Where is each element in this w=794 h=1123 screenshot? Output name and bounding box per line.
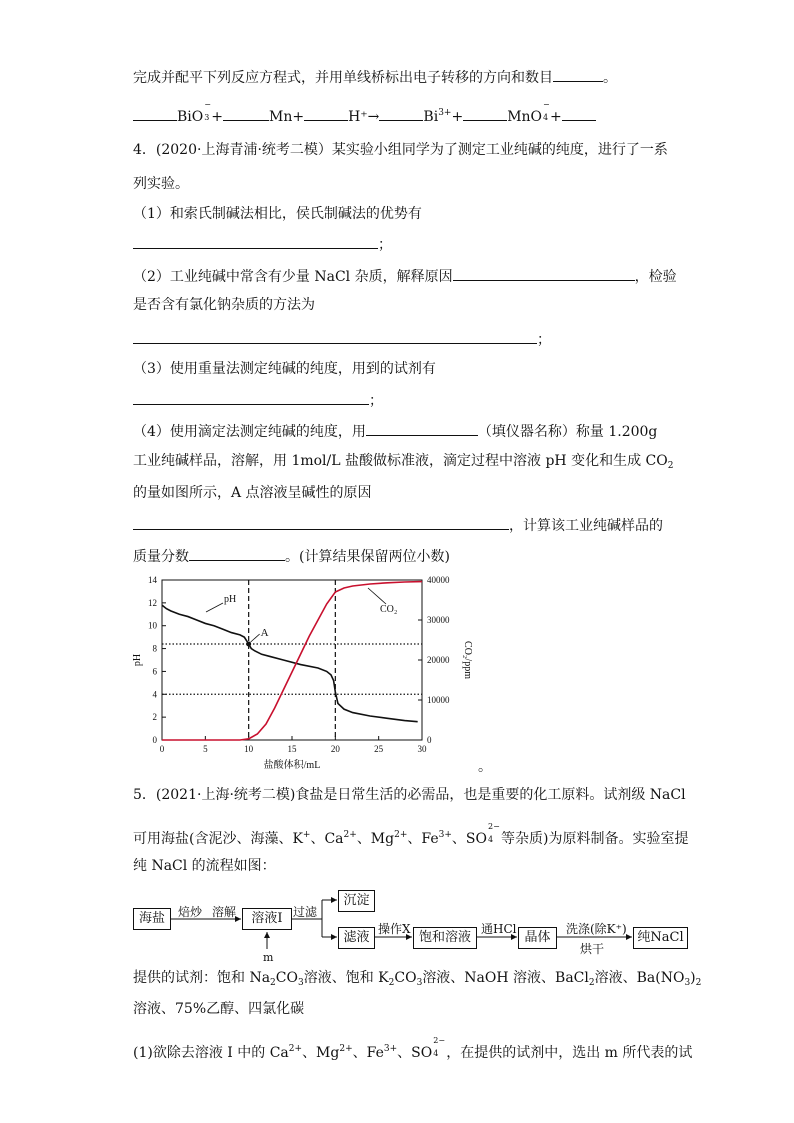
x-tick-label: 15: [287, 744, 297, 754]
x-tick-label: 25: [374, 744, 384, 754]
y-right-tick-label: 10000: [427, 695, 450, 705]
y-left-tick-label: 6: [152, 666, 157, 677]
charge: 2+: [288, 1044, 303, 1054]
y-right-axis-label: CO₂/ppm: [462, 641, 473, 679]
y-left-tick-label: 0: [152, 735, 157, 745]
co2-series-label: CO₂: [380, 604, 398, 615]
chart-period: 。: [478, 759, 492, 775]
eq-plus: +: [211, 109, 223, 125]
q5-text: CO: [394, 970, 417, 986]
q4-sub1: （1）和索氏制碱法相比，侯氏制碱法的优势有: [133, 206, 422, 222]
flow-label-filter: 过滤: [293, 905, 318, 919]
y-left-tick-label: 12: [148, 597, 157, 608]
subscript: 3: [297, 978, 304, 988]
eq-mn: Mn+: [268, 109, 305, 125]
q5-text: CO: [275, 970, 298, 986]
subscript: 2: [695, 978, 702, 988]
q4-sub4-text6: 。(计算结果保留两位小数): [285, 549, 450, 565]
q5-text: 、Mg: [356, 831, 395, 847]
flow-box-precipitate: 沉淀: [338, 890, 375, 912]
eq-bi: Bi: [423, 109, 439, 125]
charge: 3+: [383, 1044, 398, 1054]
q4-sub2-text2: ，检验: [634, 269, 677, 285]
k-charge: +: [302, 830, 311, 840]
q5-text: 、Ca: [310, 831, 344, 847]
q4-sub4-text2: （填仪器名称）称量 1.200g: [477, 424, 658, 440]
y-right-tick-label: 30000: [427, 615, 450, 625]
semicolon: ；: [378, 237, 392, 253]
eq-plus: +: [451, 109, 464, 125]
flow-box-filtrate: 滤液: [338, 927, 375, 949]
charge: 2+: [339, 1044, 353, 1054]
y-right-tick-label: 0: [427, 735, 432, 745]
point-a-label: A: [260, 627, 269, 639]
flow-label-dissolve: 溶解: [212, 905, 237, 919]
q5-text: ): [690, 970, 696, 986]
x-tick-label: 0: [159, 744, 165, 754]
flow-box-saturated: 饱和溶液: [413, 927, 477, 949]
q4-sub4-text4: ，计算该工业纯碱样品的: [509, 518, 663, 534]
y-left-tick-label: 14: [148, 575, 157, 585]
q5-text: 溶液、Ba(NO: [594, 970, 685, 986]
q5-text: 、SO: [397, 1045, 433, 1061]
flow-label-operation-x: 操作X: [378, 922, 411, 936]
y-left-axis-label: pH: [132, 653, 143, 667]
flow-label-roast: 焙炒: [178, 905, 203, 919]
ca-charge: 2+: [343, 830, 357, 840]
q4-heading: 4．(2020·上海青浦·统考二模）某实验小组同学为了测定工业纯碱的纯度，进行了一系: [133, 142, 668, 158]
flow-label-dry: 烘干: [580, 942, 605, 956]
flow-box-sea-salt: 海盐: [133, 908, 171, 930]
eq-bio: BiO: [177, 109, 204, 125]
instruction-text: 完成并配平下列反应方程式，并用单线桥标出电子转移的方向和数目: [133, 70, 553, 86]
eq-plus: +: [550, 109, 562, 125]
eq-mno: MnO: [507, 109, 543, 125]
q5-text: 溶液、饱和 K: [303, 970, 389, 986]
subscript: 3: [684, 978, 691, 988]
q5-text: 、Fe: [407, 831, 439, 847]
q5-text: 、Mg: [302, 1045, 340, 1061]
mg-charge: 2+: [394, 830, 408, 840]
y-left-tick-label: 8: [152, 643, 157, 654]
flow-box-solution: 溶液I: [242, 908, 292, 930]
x-tick-label: 10: [244, 744, 254, 754]
q5-text: 等杂质)为原料制备。实验室提: [500, 831, 689, 847]
q5-text: 、Fe: [352, 1045, 384, 1061]
q4-sub4-text5: 质量分数: [133, 549, 189, 565]
flow-label-m: m: [263, 951, 274, 964]
q5-text: 、SO: [451, 831, 487, 847]
subscript: 2: [270, 978, 276, 988]
ph-series-label: pH: [224, 594, 237, 605]
bi-charge: 3+: [438, 108, 452, 118]
q4-sub4-text3: 工业纯碱样品，溶解，用 1mol/L 盐酸做标准液，滴定过程中溶液 pH 变化和生成 CO: [133, 453, 668, 469]
y-left-tick-label: 10: [148, 620, 157, 631]
x-axis-label: 盐酸体积/mL: [263, 760, 321, 771]
subscript: 3: [416, 978, 423, 988]
flow-box-crystal: 晶体: [518, 927, 557, 949]
q4-sub3: （3）使用重量法测定纯碱的纯度，用到的试剂有: [133, 361, 436, 377]
x-tick-label: 20: [330, 744, 340, 754]
bio-charge: − 3: [204, 100, 211, 122]
semicolon: ；: [537, 332, 551, 348]
q5-text: 溶液、NaOH 溶液、BaCl: [422, 970, 589, 986]
q4-sub4-text: （4）使用滴定法测定纯碱的纯度，用: [133, 424, 366, 440]
subscript: 2: [388, 978, 395, 988]
co2-subscript: 2: [667, 461, 674, 471]
q5-text: (1)欲除去溶液 I 中的 Ca: [133, 1045, 289, 1061]
x-tick-label: 5: [203, 744, 208, 754]
x-tick-label: 30: [417, 744, 427, 754]
flow-box-pure-nacl: 纯NaCl: [633, 927, 688, 949]
eq-h: H⁺→: [348, 109, 380, 125]
period: 。: [603, 70, 617, 86]
q5-heading: 5．(2021·上海·统考二模)食盐是日常生活的必需品，也是重要的化工原料。试剂级 NaCl: [133, 787, 686, 803]
y-left-tick-label: 4: [152, 689, 157, 700]
y-right-tick-label: 40000: [427, 575, 450, 585]
q5-line3: 纯 NaCl 的流程如图：: [133, 858, 276, 874]
y-right-tick-label: 20000: [427, 655, 450, 665]
q5-text: ，在提供的试剂中，选出 m 所代表的试: [446, 1045, 693, 1061]
q5-reagents-cont: 溶液、75%乙醇、四氯化碳: [133, 1001, 305, 1017]
subscript: 2: [588, 978, 595, 988]
mno-charge: − 4: [543, 100, 550, 122]
fe-charge: 3+: [438, 830, 452, 840]
q5-sub1: [133, 1036, 693, 1062]
semicolon: ；: [369, 393, 383, 409]
q5-reagents: [133, 969, 701, 992]
q4-sub4-line3: 的量如图所示，A 点溶液呈碱性的原因: [133, 485, 372, 501]
flow-label-wash: 洗涤(除K⁺): [566, 922, 627, 936]
q4-heading-cont: 列实验。: [133, 176, 189, 192]
q4-sub2-text: （2）工业纯碱中常含有少量 NaCl 杂质，解释原因: [133, 269, 453, 285]
so4-charge: 2− 4: [487, 822, 500, 844]
q5-text: 可用海盐(含泥沙、海藻、K: [133, 831, 303, 847]
so4-charge: 2− 4: [433, 1036, 446, 1058]
q5-text: 提供的试剂：饱和 Na: [133, 970, 271, 986]
y-left-tick-label: 2: [152, 712, 157, 723]
flow-label-hcl: 通HCl: [481, 922, 517, 936]
q4-sub2-cont: 是否含有氯化钠杂质的方法为: [133, 297, 315, 313]
